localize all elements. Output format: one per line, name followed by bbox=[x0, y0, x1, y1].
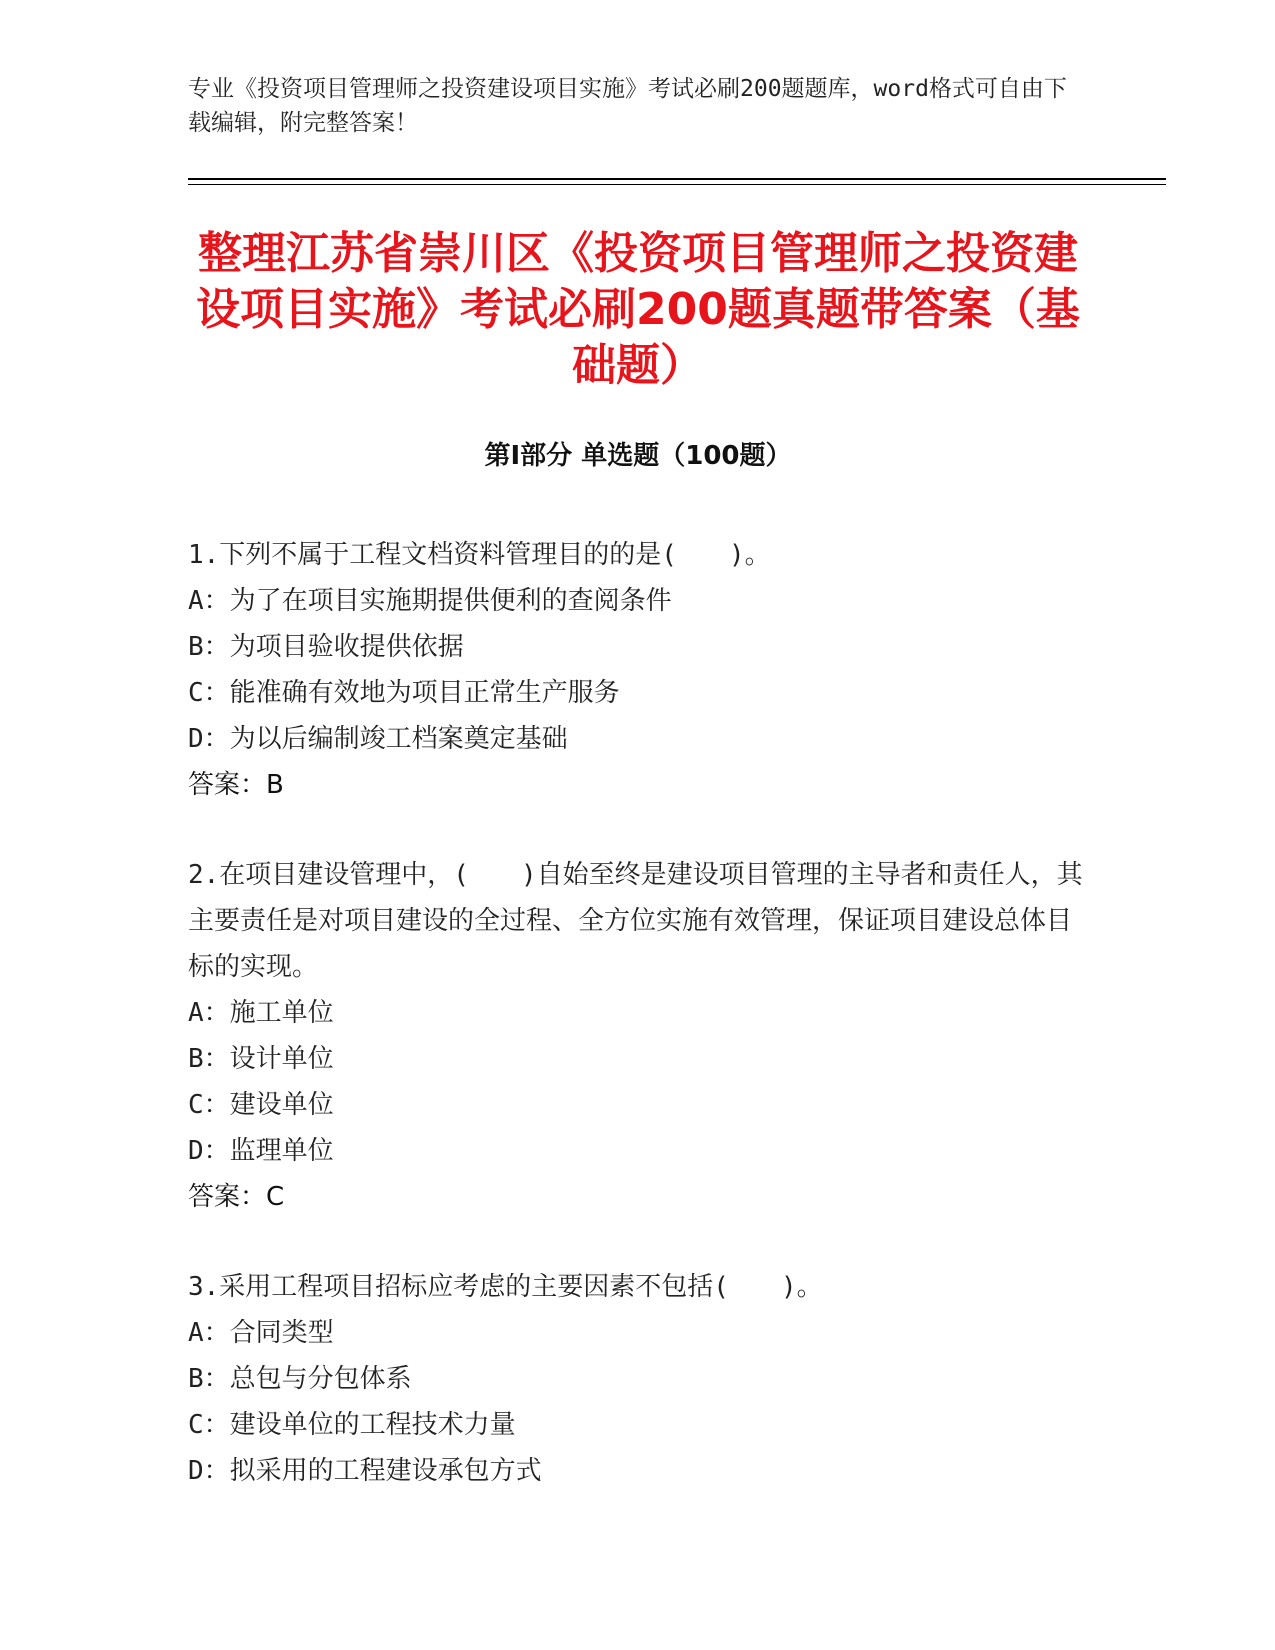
option-c: C：建设单位的工程技术力量 bbox=[188, 1410, 516, 1440]
question-stem: 1.下列不属于工程文档资料管理目的的是( )。 bbox=[188, 540, 771, 570]
question-stem: 2.在项目建设管理中，( )自始至终是建设项目管理的主导者和责任人，其主要责任是对项目建设的全过程、全方位实施有效管理，保证项目建设总体目标的实现。 bbox=[188, 860, 1083, 982]
section-heading: 第Ⅰ部分 单选题（100题） bbox=[484, 441, 792, 471]
option-b: B：为项目验收提供依据 bbox=[188, 632, 464, 662]
option-b: B：设计单位 bbox=[188, 1044, 334, 1074]
header-divider-thin bbox=[188, 184, 1166, 185]
question-2 bbox=[188, 852, 1088, 1220]
option-a: A：合同类型 bbox=[188, 1318, 334, 1348]
document-title: 整理江苏省崇川区《投资项目管理师之投资建设项目实施》考试必刷200题真题带答案（基础题） bbox=[196, 228, 1080, 391]
option-c: C：能准确有效地为项目正常生产服务 bbox=[188, 678, 620, 708]
header-divider-thick bbox=[188, 178, 1166, 180]
option-b: B：总包与分包体系 bbox=[188, 1364, 412, 1394]
question-3 bbox=[188, 1264, 1088, 1494]
option-d: D：拟采用的工程建设承包方式 bbox=[188, 1456, 542, 1486]
option-d: D：为以后编制竣工档案奠定基础 bbox=[188, 724, 568, 754]
option-d: D：监理单位 bbox=[188, 1136, 334, 1166]
header-note: 专业《投资项目管理师之投资建设项目实施》考试必刷200题题库，word格式可自由下载编辑，附完整答案！ bbox=[188, 76, 1067, 136]
answer: 答案：C bbox=[188, 1182, 285, 1212]
question-stem: 3.采用工程项目招标应考虑的主要因素不包括( )。 bbox=[188, 1272, 823, 1302]
option-c: C：建设单位 bbox=[188, 1090, 334, 1120]
answer: 答案：B bbox=[188, 770, 284, 800]
option-a: A：施工单位 bbox=[188, 998, 334, 1028]
question-1 bbox=[188, 532, 1088, 808]
option-a: A：为了在项目实施期提供便利的查阅条件 bbox=[188, 586, 672, 616]
